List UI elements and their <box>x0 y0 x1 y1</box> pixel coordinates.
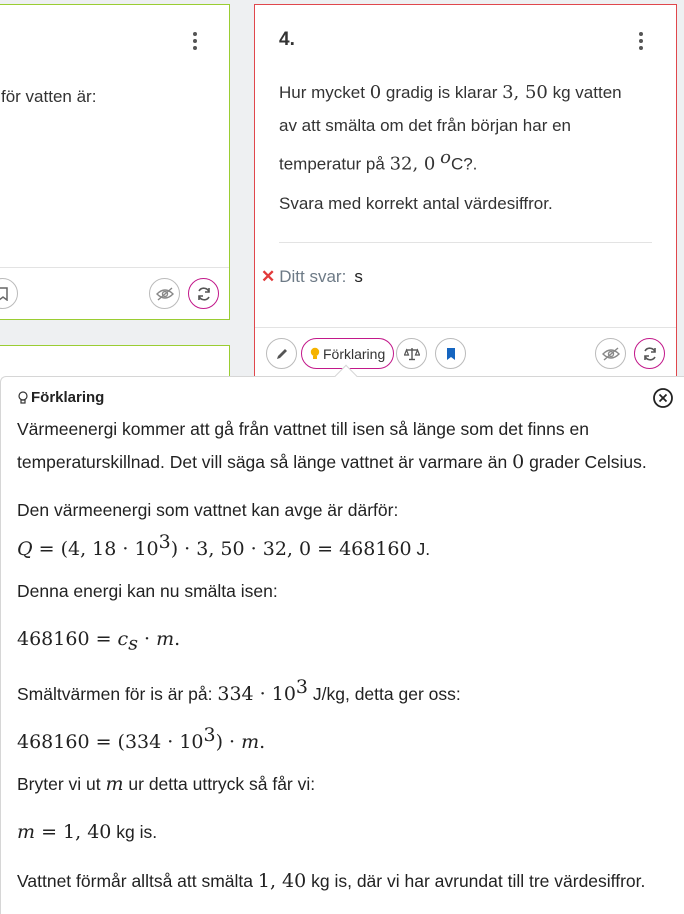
explanation-button[interactable] <box>301 338 394 369</box>
hide-icon <box>602 347 620 361</box>
refresh-button[interactable] <box>188 278 219 309</box>
answer-row <box>261 267 363 287</box>
pencil-icon <box>275 347 289 361</box>
text: Hur mycket <box>279 83 370 102</box>
math: 3 <box>295 676 309 698</box>
hide-button[interactable] <box>149 278 180 309</box>
math: m <box>17 821 36 843</box>
question-card <box>254 4 677 384</box>
explanation-paragraph <box>17 671 461 711</box>
edit-button[interactable] <box>266 338 297 369</box>
math: 3 <box>158 531 171 553</box>
text: C?. <box>450 154 478 174</box>
math: 468160 = <box>17 628 118 650</box>
card-footer <box>0 267 229 268</box>
answer-label: Ditt svar: <box>279 267 347 286</box>
explanation-title-text: Förklaring <box>31 389 105 406</box>
text: Bryter vi ut <box>17 774 106 794</box>
cross-icon: ✕ <box>261 267 276 286</box>
bookmark-button[interactable] <box>435 338 466 369</box>
text: ur detta uttryck så får vi: <box>123 774 316 794</box>
math: ) · 3, 50 · 32, 0 = 468160 <box>170 537 412 560</box>
explanation-button-label: Förklaring <box>323 345 386 362</box>
math: 1, 40 <box>257 870 307 892</box>
text: Vattnet förmår alltså att smälta <box>17 871 258 891</box>
math: . <box>259 730 266 753</box>
text: gradig is klarar <box>381 83 503 102</box>
math: = 1, 40 <box>35 821 112 843</box>
hide-icon <box>156 287 174 301</box>
math: 32, 0 <box>389 153 436 175</box>
explanation-paragraph <box>17 865 645 898</box>
math: 334 · 10 <box>217 682 296 705</box>
text: av att smälta om det från början har en <box>279 115 571 135</box>
text: kg is, där vi har avrundat till tre värdesiffror. <box>306 871 646 891</box>
math: c <box>117 628 129 650</box>
text: J. <box>411 538 431 559</box>
explanation-paragraph: Värmeenergi kommer att gå från vattnet till isen så länge som det finns en <box>17 419 589 439</box>
scale-icon <box>404 347 420 361</box>
explanation-paragraph <box>17 446 647 479</box>
divider <box>279 242 652 243</box>
text: Smältvärmen för is är på: <box>17 683 218 704</box>
close-button[interactable] <box>652 387 674 409</box>
explanation-panel <box>0 376 684 914</box>
text: J/kg, detta ger oss: <box>308 683 461 704</box>
answer-value: s <box>354 267 363 286</box>
bookmark-button[interactable] <box>0 278 18 309</box>
question-card-prev <box>0 4 230 320</box>
bookmark-icon <box>0 287 10 301</box>
lightbulb-icon <box>310 347 320 361</box>
equation <box>17 526 430 566</box>
math: 0 <box>512 451 525 473</box>
question-note: Svara med korrekt antal värdesiffror. <box>279 194 553 213</box>
question-number: 4. <box>279 29 295 50</box>
math: 468160 = (334 · 10 <box>17 730 204 753</box>
equation <box>17 623 180 661</box>
explanation-paragraph <box>17 768 315 801</box>
math: 0 <box>369 82 382 103</box>
math: · <box>137 628 157 650</box>
lightbulb-icon <box>17 391 29 405</box>
refresh-button[interactable] <box>634 338 665 369</box>
text: grader Celsius. <box>524 452 647 472</box>
close-icon <box>652 387 674 409</box>
hide-button[interactable] <box>595 338 626 369</box>
math: 3, 50 <box>502 82 548 103</box>
text: temperaturskillnad. Det vill säga så länge vattnet är varmare än <box>17 452 513 472</box>
text: kg vatten <box>547 83 622 102</box>
math: Q <box>17 537 33 560</box>
explanation-paragraph: Denna energi kan nu smälta isen: <box>17 581 278 601</box>
refresh-icon <box>642 346 658 362</box>
explanation-paragraph: Den värmeenergi som vattnet kan avge är därför: <box>17 500 399 520</box>
math: m <box>156 628 175 650</box>
math: m <box>241 730 260 753</box>
question-text-fragment: för vatten är: <box>1 87 97 106</box>
math: o <box>440 147 451 168</box>
math: = (4, 18 · 10 <box>32 537 159 560</box>
math: ) · <box>215 730 242 753</box>
text: temperatur på <box>279 154 390 174</box>
scale-button[interactable] <box>396 338 427 369</box>
kebab-menu-icon[interactable] <box>187 31 203 51</box>
explanation-title <box>17 389 104 406</box>
equation <box>17 816 157 849</box>
refresh-icon <box>196 286 212 302</box>
card-footer <box>255 327 676 328</box>
math: m <box>105 773 124 795</box>
text: kg is. <box>111 822 158 842</box>
question-text <box>279 77 659 181</box>
math: . <box>174 628 181 650</box>
math: 3 <box>203 724 216 746</box>
equation <box>17 719 265 759</box>
bookmark-icon <box>445 347 457 361</box>
kebab-menu-icon[interactable] <box>633 31 649 51</box>
math: s <box>128 632 138 655</box>
